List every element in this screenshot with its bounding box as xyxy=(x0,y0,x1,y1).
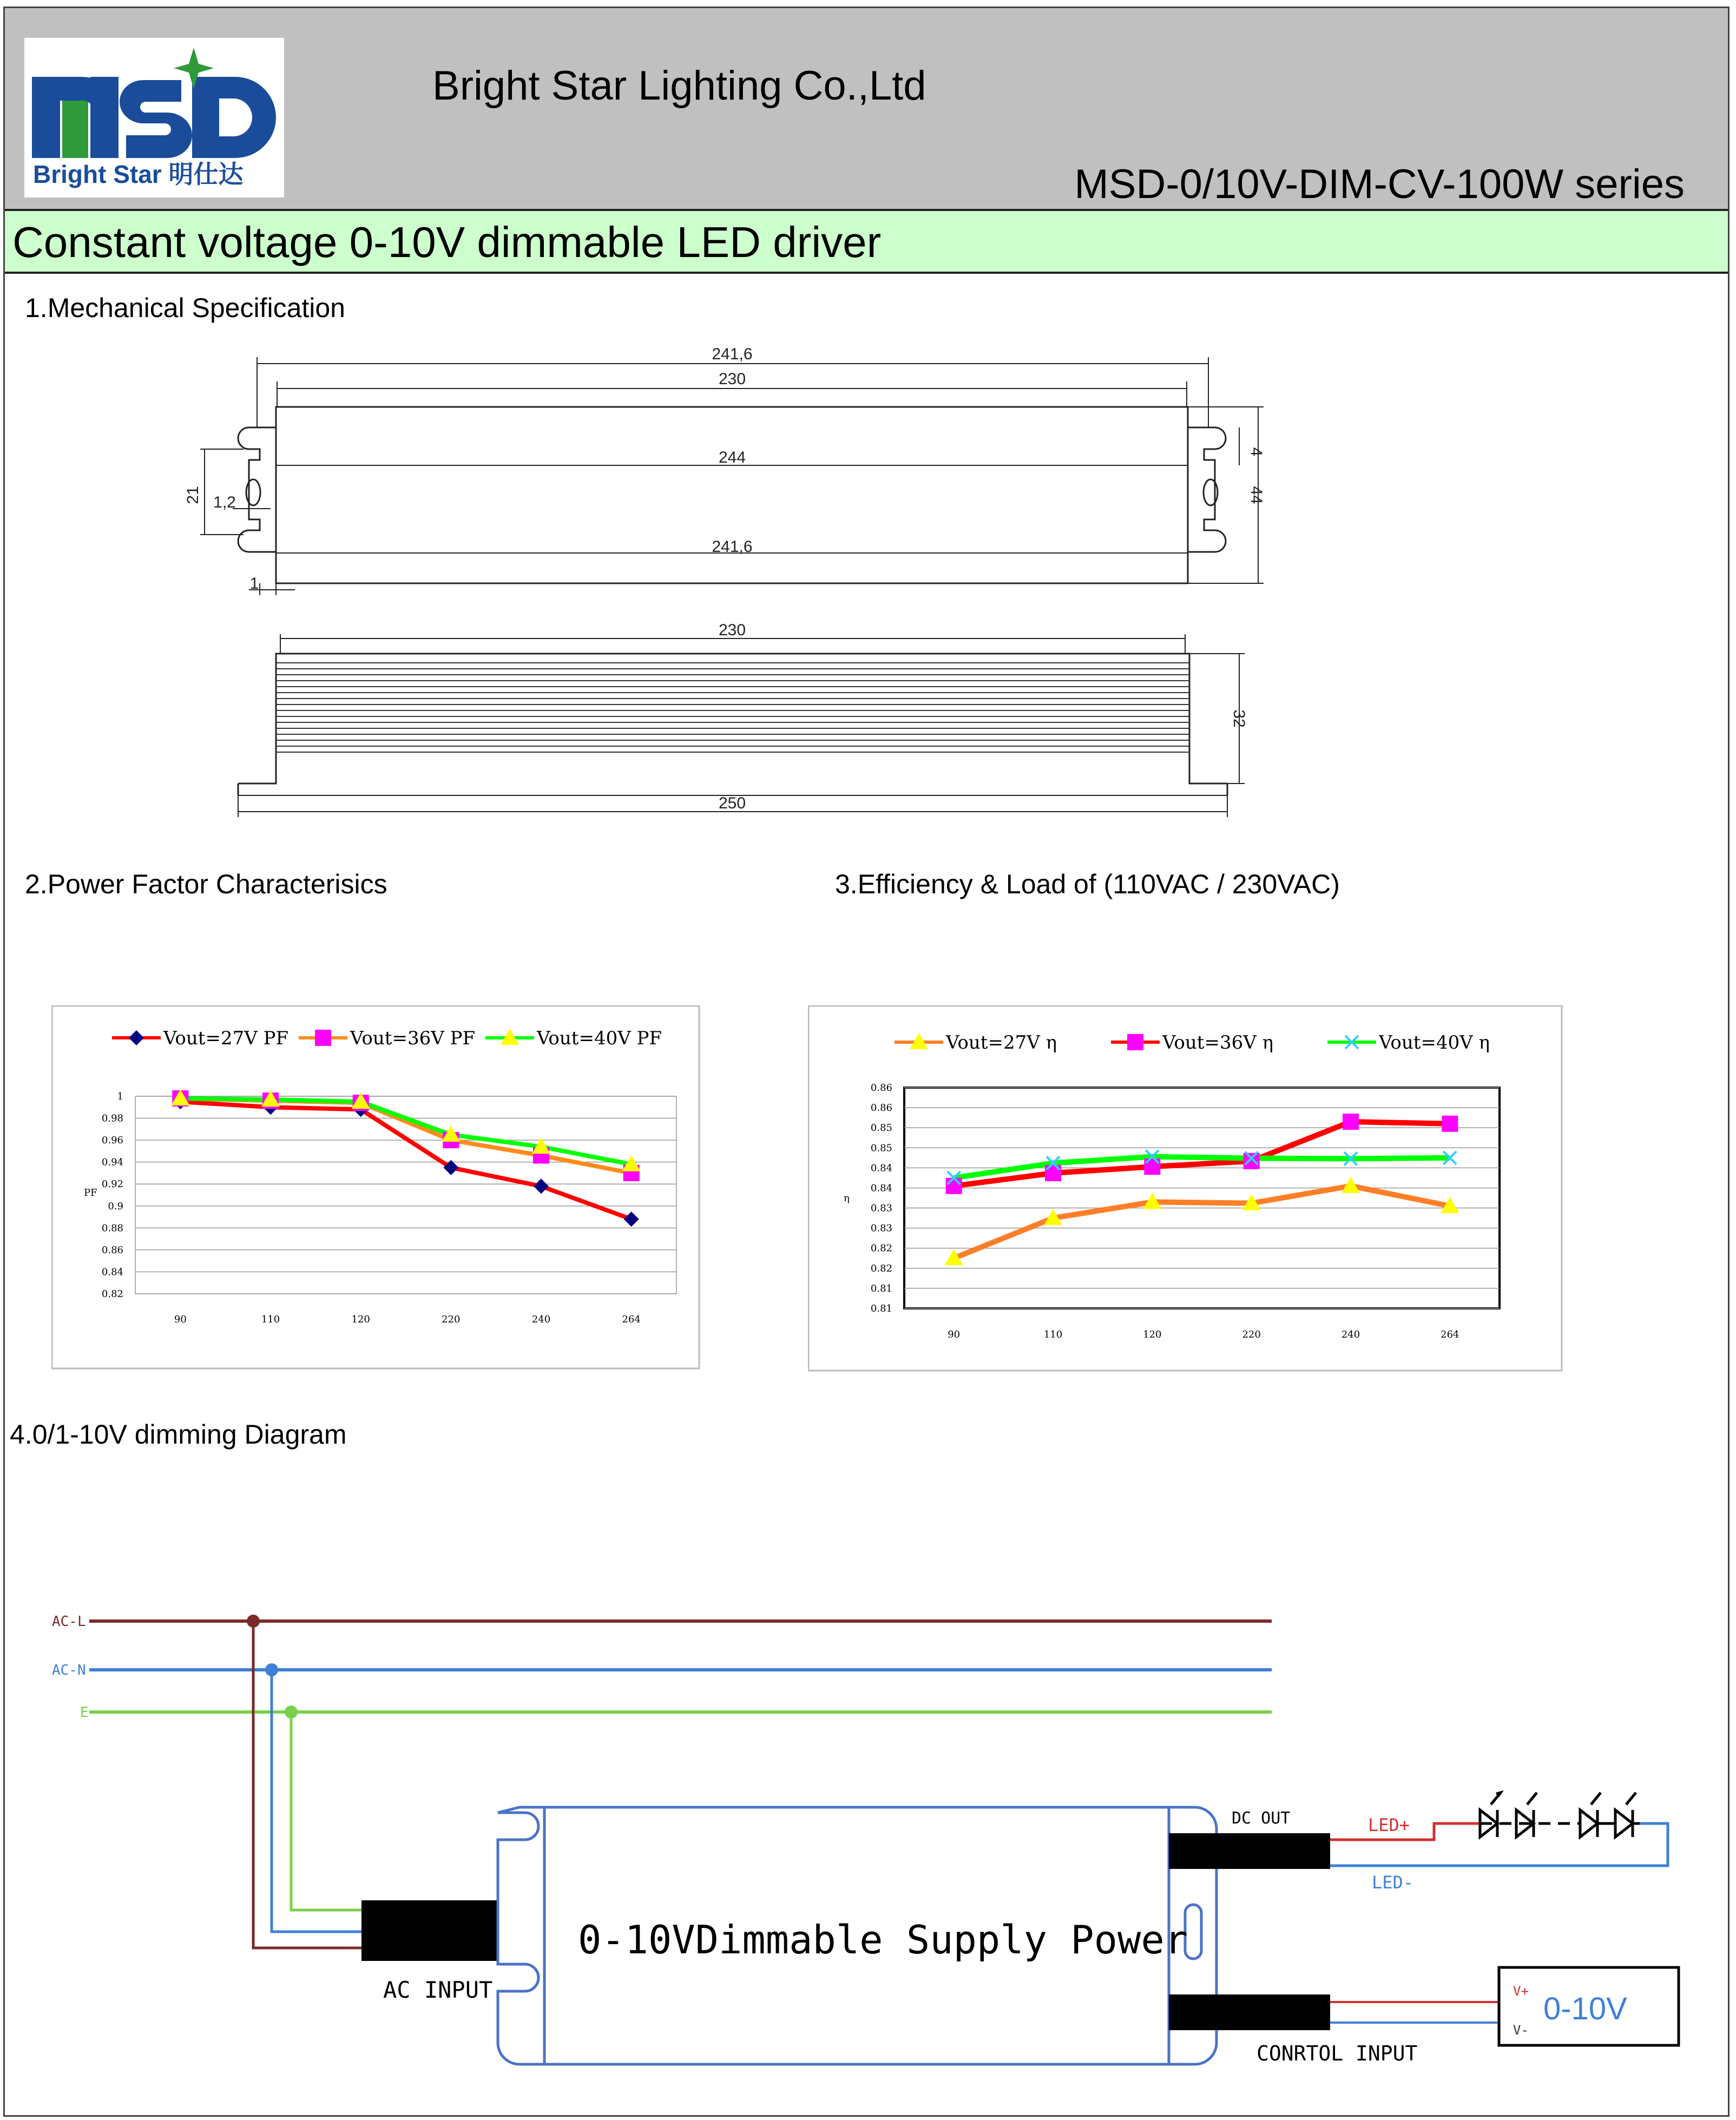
x-tick-label: 240 xyxy=(531,1314,551,1325)
dim-top-5: 21 xyxy=(184,486,202,504)
dim-top-7: 1 xyxy=(249,575,259,592)
dimming-diagram xyxy=(0,1569,1736,2110)
dc-out-connector xyxy=(1169,1833,1330,1869)
y-tick-label: 0.88 xyxy=(101,1222,123,1234)
dim-side-3: 250 xyxy=(718,794,746,812)
y-tick-label: 0.82 xyxy=(101,1288,123,1300)
legend-label: Vout=40V PF xyxy=(537,1028,662,1049)
legend-label: Vout=36V η xyxy=(1162,1032,1273,1054)
legend-label: Vout=40V η xyxy=(1379,1032,1490,1054)
y-tick-label: 0.83 xyxy=(870,1202,892,1214)
y-tick-label: 0.84 xyxy=(101,1266,123,1278)
dim-top-8: 4 xyxy=(1247,447,1265,457)
legend-marker xyxy=(315,1030,331,1046)
mechanical-drawing xyxy=(0,0,1736,844)
led-plus-label: LED+ xyxy=(1368,1815,1410,1835)
dim-top-6: 1,2 xyxy=(213,493,236,511)
ac-n-label: AC-N xyxy=(52,1662,86,1678)
led-string xyxy=(1480,1793,1640,1837)
product-series: MSD-0/10V-DIM-CV-100W series xyxy=(1074,161,1685,207)
x-tick-label: 90 xyxy=(174,1314,187,1325)
y-tick-label: 0.84 xyxy=(870,1182,892,1194)
data-point xyxy=(946,1178,962,1194)
y-tick-label: 0.85 xyxy=(870,1142,892,1154)
y-tick-label: 0.98 xyxy=(101,1112,123,1124)
y-tick-label: 0.84 xyxy=(870,1162,892,1174)
section-4-title: 4.0/1-10V dimming Diagram xyxy=(10,1419,347,1450)
legend-label: Vout=27V PF xyxy=(163,1028,289,1049)
y-tick-label: 0.81 xyxy=(870,1303,892,1314)
y-tick-label: 0.83 xyxy=(870,1222,892,1234)
x-tick-label: 110 xyxy=(1043,1329,1063,1340)
pf-chart xyxy=(51,1005,701,1370)
section-2-title: 2.Power Factor Characterisics xyxy=(25,869,387,899)
y-tick-label: 1 xyxy=(117,1091,123,1102)
led-minus-label: LED- xyxy=(1372,1872,1414,1893)
y-tick-label: 0.92 xyxy=(101,1178,123,1190)
legend-marker xyxy=(1127,1034,1143,1050)
y-tick-label: 0.86 xyxy=(870,1082,892,1094)
eff-ylabel: η xyxy=(844,1193,850,1204)
data-point xyxy=(1343,1114,1359,1130)
y-tick-label: 0.82 xyxy=(870,1242,892,1254)
y-tick-label: 0.81 xyxy=(870,1282,892,1294)
section-3-title: 3.Efficiency & Load of (110VAC / 230VAC) xyxy=(835,869,1340,899)
control-input-label: CONRTOL INPUT xyxy=(1257,2042,1418,2065)
y-tick-label: 0.86 xyxy=(870,1102,892,1114)
y-tick-label: 0.94 xyxy=(101,1156,123,1168)
x-tick-label: 120 xyxy=(1143,1329,1162,1340)
dimmer-label: 0-10V xyxy=(1543,1991,1627,2026)
ac-l-label: AC-L xyxy=(52,1614,86,1630)
x-tick-label: 120 xyxy=(351,1314,370,1325)
company-name: Bright Star Lighting Co.,Ltd xyxy=(432,63,926,109)
efficiency-chart xyxy=(808,1005,1563,1372)
y-tick-label: 0.9 xyxy=(108,1200,123,1212)
ac-input-label: AC INPUT xyxy=(383,1977,493,2003)
x-tick-label: 264 xyxy=(1441,1329,1459,1340)
control-connector xyxy=(1169,1994,1330,2030)
data-point xyxy=(1442,1116,1458,1132)
dim-top-1: 241,6 xyxy=(712,345,753,363)
device-label: 0-10VDimmable Supply Power xyxy=(578,1917,1188,1963)
data-point xyxy=(1244,1153,1260,1169)
section-1-title: 1.Mechanical Specification xyxy=(25,293,345,323)
y-tick-label: 0.96 xyxy=(101,1135,123,1147)
page-subtitle: Constant voltage 0-10V dimmable LED driver xyxy=(12,218,882,266)
legend-label: Vout=27V η xyxy=(946,1032,1057,1054)
v-minus-label: V- xyxy=(1513,2023,1529,2038)
pf-ylabel: PF xyxy=(84,1187,97,1199)
dim-side-1: 230 xyxy=(718,621,746,639)
x-tick-label: 220 xyxy=(1242,1329,1261,1340)
y-tick-label: 0.85 xyxy=(870,1122,892,1134)
x-tick-label: 110 xyxy=(261,1314,280,1325)
dim-side-2: 32 xyxy=(1230,709,1248,728)
logo-caption: Bright Star 明仕达 xyxy=(33,160,244,188)
dim-top-9: 44 xyxy=(1247,486,1265,504)
dc-out-label: DC OUT xyxy=(1232,1809,1291,1828)
legend-label: Vout=36V PF xyxy=(350,1028,476,1049)
x-tick-label: 90 xyxy=(948,1329,961,1340)
dim-top-2: 230 xyxy=(718,370,746,388)
v-plus-label: V+ xyxy=(1513,1984,1529,1999)
e-label: E xyxy=(80,1704,89,1721)
dim-top-4: 241,6 xyxy=(712,538,753,556)
x-tick-label: 240 xyxy=(1341,1329,1360,1340)
y-tick-label: 0.86 xyxy=(101,1244,123,1256)
dim-top-3: 244 xyxy=(718,449,746,466)
y-tick-label: 0.82 xyxy=(870,1262,892,1274)
x-tick-label: 264 xyxy=(622,1314,641,1325)
x-tick-label: 220 xyxy=(442,1314,461,1325)
